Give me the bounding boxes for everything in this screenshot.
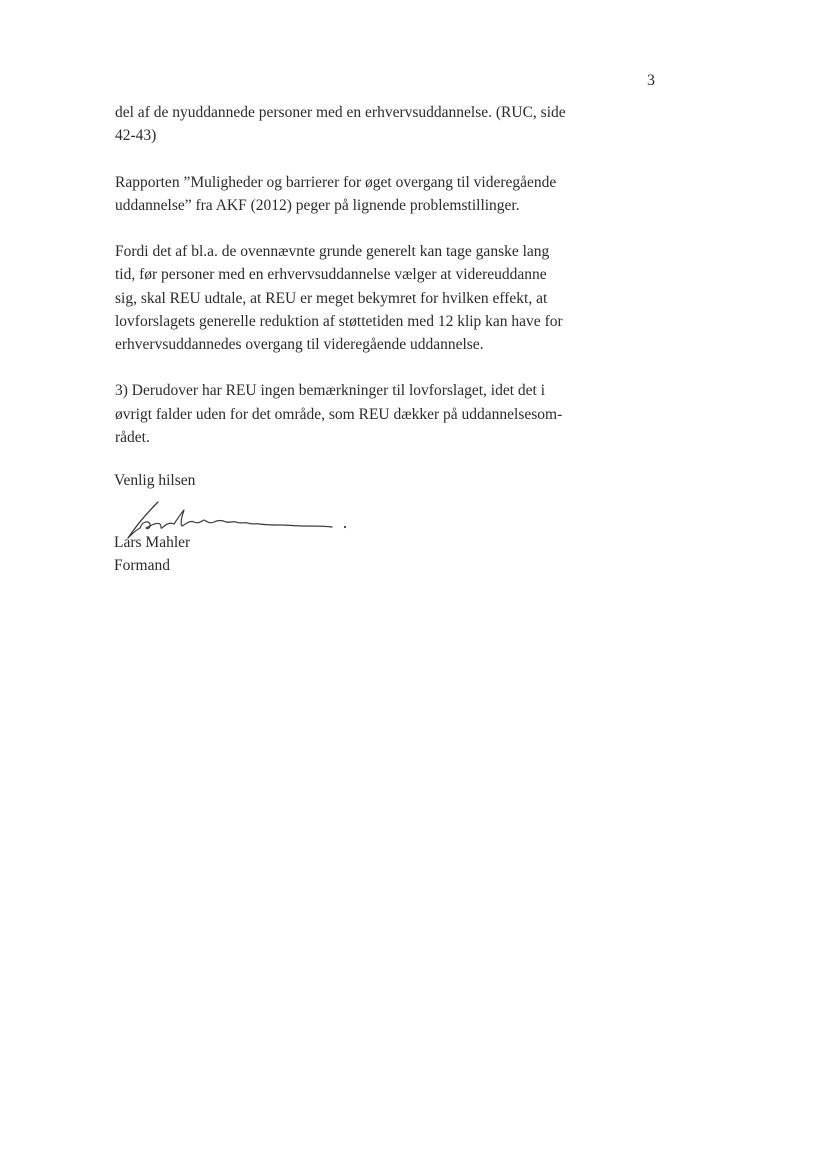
paragraph-line: 3) Derudover har REU ingen bemærkninger til lovforslaget, idet det i [115,382,546,400]
letter-body [115,101,595,449]
closing-greeting: Venlig hilsen [114,472,196,489]
paragraph-line: øvrigt falder uden for det område, som REU dækker på uddannelsesom- [115,405,563,423]
signer-name: Lars Mahler [114,534,191,551]
signature-dot [344,526,346,528]
paragraph-line: Fordi det af bl.a. de ovennævnte grunde generelt kan tage ganske lang [115,243,550,261]
signature-stroke [140,510,332,529]
paragraph-2 [115,171,595,217]
paragraph-spacer [115,217,595,240]
paragraph-line: uddannelse” fra AKF (2012) peger på lignende problemstillinger. [115,196,520,214]
paragraph-3 [115,240,595,356]
paragraph-line: sig, skal REU udtale, at REU er meget bekymret for hvilken effekt, at [115,289,548,307]
paragraph-1 [115,101,595,147]
paragraph-line: tid, før personer med en erhvervsuddannelse vælger at videreuddanne [115,266,547,284]
paragraph-line: lovforslagets generelle reduktion af støttetiden med 12 klip kan have for [115,312,563,330]
paragraph-line: del af de nyuddannede personer med en erhvervsuddannelse. (RUC, side [115,104,566,121]
paragraph-line: rådet. [115,428,150,446]
paragraph-line: 42-43) [115,127,157,145]
paragraph-line: Rapporten ”Muligheder og barrierer for øget overgang til videregående [115,173,557,191]
paragraph-spacer [115,147,595,170]
page-number: 3 [647,72,655,89]
signer-title: Formand [114,557,170,574]
paragraph-4 [115,379,595,449]
paragraph-line: erhvervsuddannedes overgang til videregående uddannelse. [115,336,484,353]
paragraph-spacer [115,356,595,379]
